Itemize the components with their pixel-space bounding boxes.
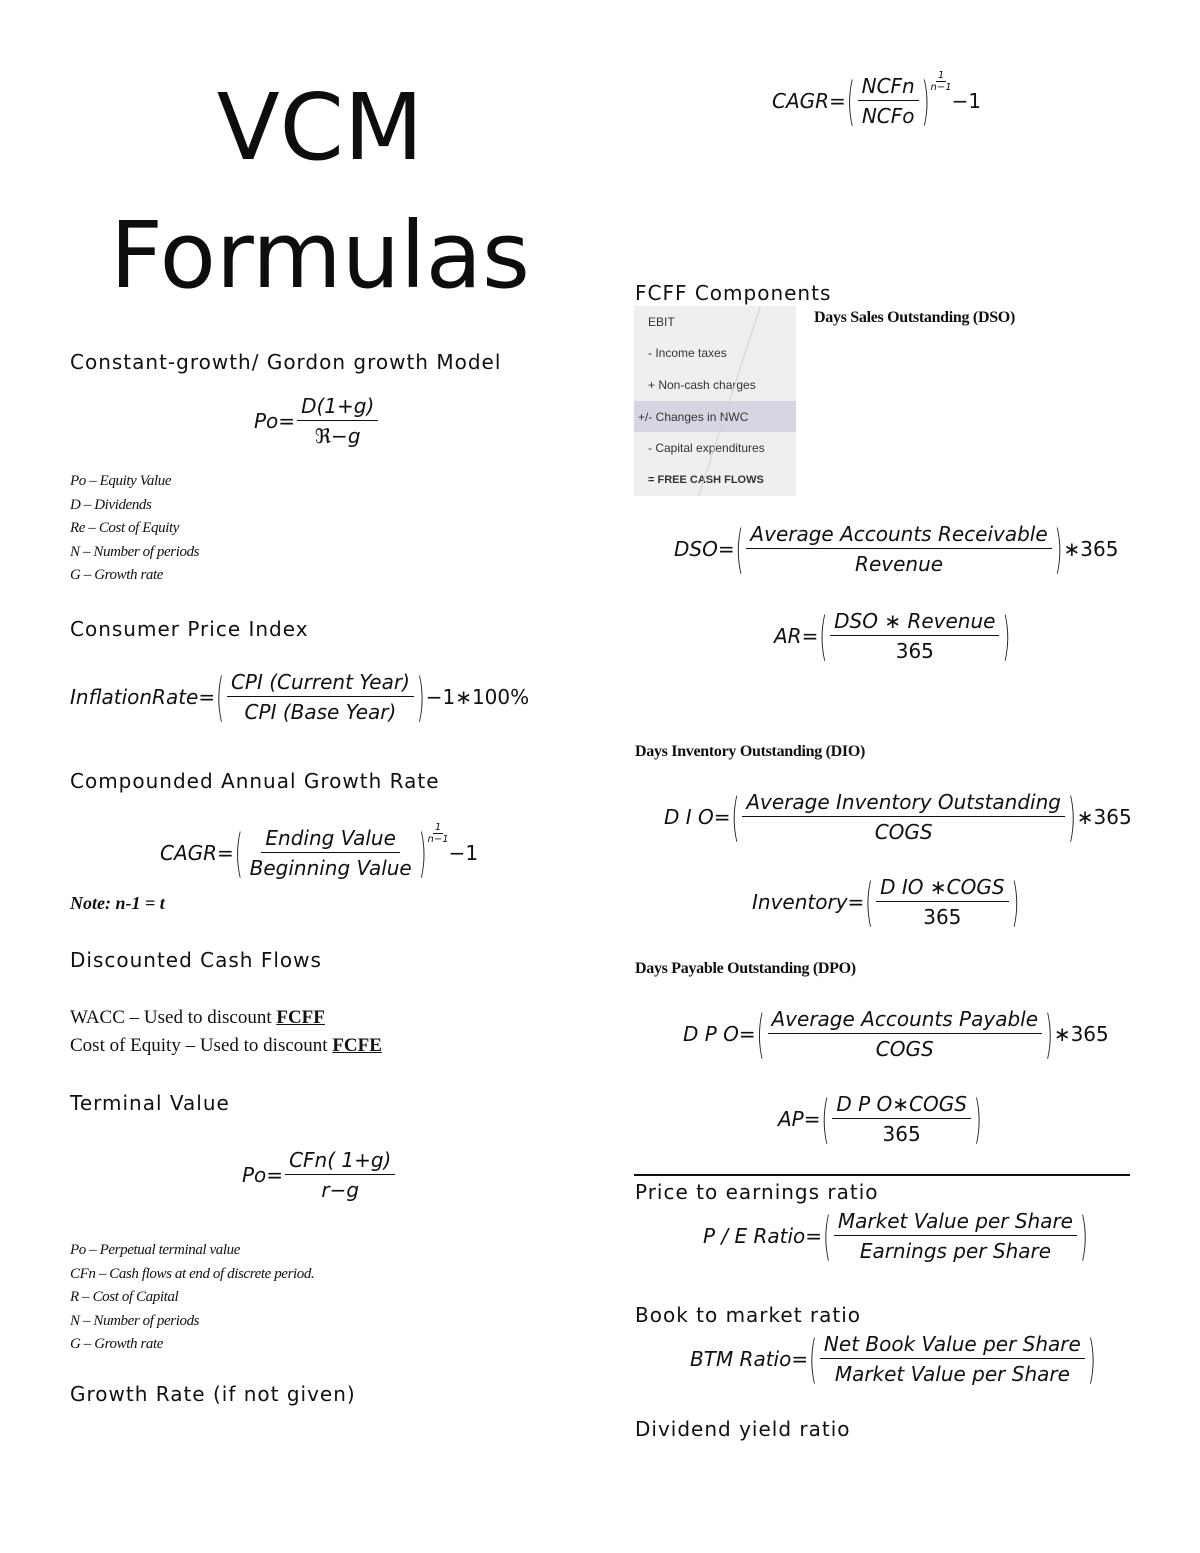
terminal-denominator: r−g xyxy=(321,1178,360,1202)
pe-fraction xyxy=(834,1209,1077,1263)
btm-numerator: Net Book Value per Share xyxy=(820,1332,1085,1359)
fcfe-term: FCFE xyxy=(332,1035,382,1056)
cagr2-exponent xyxy=(931,70,952,93)
dso-heading: Days Sales Outstanding (DSO) xyxy=(814,309,1015,326)
cpi-heading: Consumer Price Index xyxy=(70,617,309,641)
definition-line: R – Cost of Capital xyxy=(70,1289,179,1305)
cpi-lhs: InflationRate xyxy=(70,685,199,709)
cagr-fraction xyxy=(246,826,416,880)
cpi-fraction xyxy=(227,670,414,724)
dcf-line-1 xyxy=(70,1004,325,1032)
terminal-definitions xyxy=(70,1239,314,1357)
terminal-lhs: Po xyxy=(242,1163,267,1187)
dpo-equation: D P O = ( $\frac{\text{Average Accounts Payable}}{\text{COGS}}$ ) ∗365 xyxy=(683,1002,1109,1066)
gordon-lhs: Po xyxy=(254,409,279,433)
btm-heading: Book to market ratio xyxy=(635,1303,862,1327)
fcff-row-total: = FREE CASH FLOWS xyxy=(648,473,764,486)
dividend-heading: Dividend yield ratio xyxy=(635,1417,851,1441)
cpi-tail: −1∗100% xyxy=(425,685,530,709)
cpi-denominator: CPI (Base Year) xyxy=(244,700,397,724)
btm-denominator: Market Value per Share xyxy=(834,1362,1070,1386)
dio-tail: ∗365 xyxy=(1076,805,1132,829)
dio-fraction xyxy=(742,790,1065,844)
cagr-lhs: CAGR xyxy=(160,841,218,865)
ar-denominator: 365 xyxy=(895,639,934,663)
title-line-1: VCM xyxy=(216,74,424,181)
inventory-fraction xyxy=(876,875,1008,929)
pe-lhs: P / E Ratio xyxy=(703,1224,806,1248)
dso-equation: DSO = ( $\frac{\text{Average Accounts Receivable}}{\text{Revenue}}$ ) ∗365 xyxy=(674,517,1119,581)
cagr2-lhs: CAGR xyxy=(772,89,830,113)
definition-line: CFn – Cash flows at end of discrete period. xyxy=(70,1265,315,1282)
dso-numerator: Average Accounts Receivable xyxy=(746,522,1051,549)
dcf-line-2-text: Cost of Equity – Used to discount xyxy=(70,1035,333,1056)
terminal-fraction xyxy=(285,1148,395,1202)
cagr2-exponent-num: 1 xyxy=(937,70,945,81)
cagr2-equation: CAGR = ( $\frac{\text{NCFn}}{\text{NCFo}}$ ) $\frac{1}{n-1}$ −1 xyxy=(772,69,982,133)
gordon-fraction xyxy=(297,394,378,448)
cagr2-tail: −1 xyxy=(951,89,982,113)
dcf-line-2 xyxy=(70,1032,382,1060)
dpo-denominator: COGS xyxy=(875,1037,934,1061)
dio-numerator: Average Inventory Outstanding xyxy=(742,790,1065,817)
pe-denominator: Earnings per Share xyxy=(859,1239,1052,1263)
cagr2-denominator: NCFo xyxy=(861,104,915,128)
cpi-numerator: CPI (Current Year) xyxy=(227,670,414,697)
fcff-row: - Income taxes xyxy=(648,346,727,361)
gordon-definitions xyxy=(70,470,199,588)
pe-numerator: Market Value per Share xyxy=(834,1209,1077,1236)
inventory-numerator: D IO ∗COGS xyxy=(876,875,1008,902)
horizontal-divider xyxy=(634,1174,1130,1176)
inventory-lhs: Inventory xyxy=(752,890,848,914)
cagr2-numerator: NCFn xyxy=(858,74,919,101)
definition-line: N – Number of periods xyxy=(70,543,200,560)
cagr2-exponent-den: n−1 xyxy=(930,82,952,93)
dpo-heading: Days Payable Outstanding (DPO) xyxy=(635,960,856,977)
pe-heading: Price to earnings ratio xyxy=(635,1180,879,1204)
cpi-equation: InflationRate = ( $\frac{\text{CPI (Current Year)}}{\text{CPI (Base Year)}}$ ) −1∗100% xyxy=(70,665,530,729)
cagr-heading: Compounded Annual Growth Rate xyxy=(70,769,440,793)
gordon-numerator: D(1+g) xyxy=(297,394,378,421)
ap-numerator: D P O∗COGS xyxy=(832,1092,971,1119)
dpo-tail: ∗365 xyxy=(1053,1022,1109,1046)
definition-line: N – Number of periods xyxy=(70,1312,200,1329)
ar-equation: AR = ( $\frac{\text{DSO ∗ Revenue}}{365}$ ) xyxy=(774,604,1011,668)
title-line-2: Formulas xyxy=(110,202,530,309)
dio-lhs: D I O xyxy=(664,805,714,829)
fcff-term: FCFF xyxy=(276,1007,325,1028)
definition-line: G – Growth rate xyxy=(70,567,164,583)
gordon-equation: Po = $\frac{D(1+g)}{\text{ℜ−g}}$ xyxy=(254,394,380,448)
pe-equation: P / E Ratio = ( $\frac{\text{Market Value per Share}}{\text{Earnings per Share}}$ ) xyxy=(703,1204,1088,1268)
ar-numerator: DSO ∗ Revenue xyxy=(830,609,999,636)
dso-fraction xyxy=(746,522,1051,576)
fcff-row: + Non-cash charges xyxy=(648,377,756,392)
dpo-numerator: Average Accounts Payable xyxy=(768,1007,1043,1034)
ar-lhs: AR xyxy=(774,624,802,648)
cagr-exponent-den: n−1 xyxy=(427,834,449,845)
dio-denominator: COGS xyxy=(874,820,933,844)
definition-line: Po – Equity Value xyxy=(70,473,172,489)
fcff-row-highlighted: +/- Changes in NWC xyxy=(634,401,796,433)
ap-lhs: AP xyxy=(778,1107,804,1131)
cagr-note: Note: n-1 = t xyxy=(70,893,165,913)
inventory-equation: Inventory = ( $\frac{\text{D IO ∗COGS}}{365}$ ) xyxy=(752,870,1020,934)
cagr2-fraction xyxy=(858,74,919,128)
definition-line: Re – Cost of Equity xyxy=(70,520,180,536)
btm-fraction xyxy=(820,1332,1085,1386)
ap-denominator: 365 xyxy=(882,1122,921,1146)
page-title xyxy=(60,64,580,320)
growth-heading: Growth Rate (if not given) xyxy=(70,1382,356,1406)
ap-fraction xyxy=(832,1092,971,1146)
definition-line: D – Dividends xyxy=(70,496,152,513)
dso-lhs: DSO xyxy=(674,537,718,561)
cagr-exponent xyxy=(428,822,449,845)
definition-line: Po – Perpetual terminal value xyxy=(70,1242,241,1258)
terminal-numerator: CFn( 1+g) xyxy=(285,1148,395,1175)
fcff-heading: FCFF Components xyxy=(635,281,832,305)
dio-heading: Days Inventory Outstanding (DIO) xyxy=(635,743,865,760)
inventory-denominator: 365 xyxy=(923,905,962,929)
dcf-line-1-text: WACC – Used to discount xyxy=(70,1007,277,1028)
fcff-components-image xyxy=(634,306,796,496)
dso-tail: ∗365 xyxy=(1063,537,1119,561)
definition-line: G – Growth rate xyxy=(70,1336,164,1352)
cagr-numerator: Ending Value xyxy=(261,826,400,853)
fcff-row: EBIT xyxy=(648,314,675,329)
dpo-fraction xyxy=(768,1007,1043,1061)
btm-lhs: BTM Ratio xyxy=(690,1347,792,1371)
cagr-equation: CAGR = ( $\frac{\text{Ending Value}}{\text{Beginning Value}}$ ) $\frac{1}{n-1}$ −1 xyxy=(160,821,479,885)
dpo-lhs: D P O xyxy=(683,1022,739,1046)
cagr-exponent-num: 1 xyxy=(434,822,442,833)
ar-fraction xyxy=(830,609,999,663)
ap-equation: AP = ( $\frac{\text{D P O∗COGS}}{365}$ ) xyxy=(778,1087,982,1151)
fcff-row: - Capital expenditures xyxy=(648,441,765,456)
terminal-equation: Po = $\frac{\text{CFn( 1+g)}}{r-g}$ xyxy=(242,1148,397,1202)
cagr-tail: −1 xyxy=(448,841,479,865)
dcf-heading: Discounted Cash Flows xyxy=(70,948,322,972)
gordon-heading: Constant-growth/ Gordon growth Model xyxy=(70,350,502,374)
dso-denominator: Revenue xyxy=(855,552,944,576)
btm-equation: BTM Ratio = ( $\frac{\text{Net Book Value per Share}}{\text{Market Value per Share}}$ ) xyxy=(690,1327,1096,1391)
gordon-denominator: ℜ−g xyxy=(314,424,361,448)
cagr-denominator: Beginning Value xyxy=(249,856,412,880)
terminal-heading: Terminal Value xyxy=(70,1091,230,1115)
dio-equation: D I O = ( $\frac{\text{Average Inventory Outstanding}}{\text{COGS}}$ ) ∗365 xyxy=(664,785,1132,849)
